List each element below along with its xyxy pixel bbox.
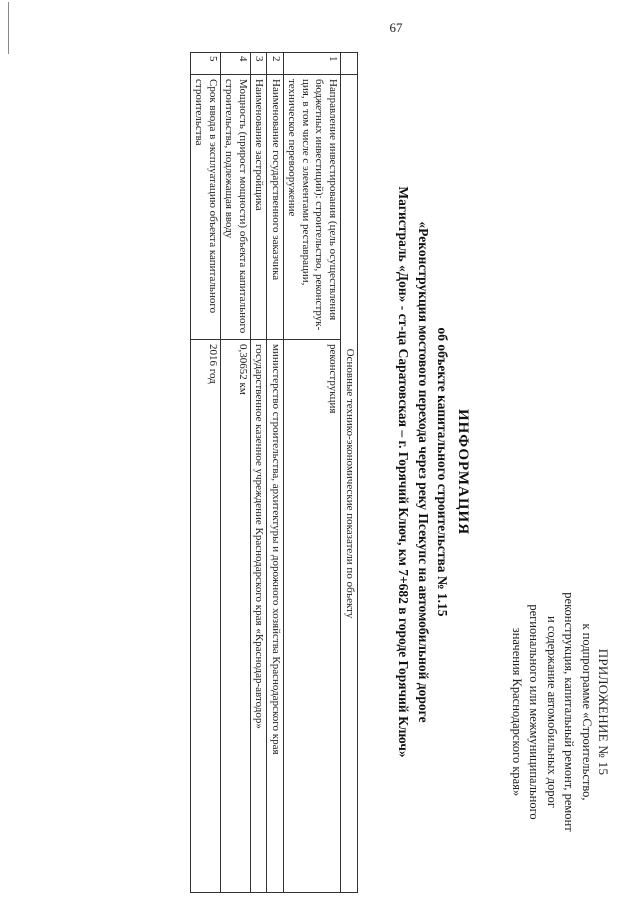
table-row <box>251 53 268 893</box>
row-number: 5 <box>191 53 221 75</box>
heading-title: ИНФОРМАЦИЯ <box>455 408 471 536</box>
table-header-row <box>341 53 358 893</box>
appendix-line: и содержание автомобильных дорог <box>544 616 559 808</box>
heading-line: Магистраль «Дон» - ст-ца Саратовская – г. Горячий Ключ, км 7+682 в городе Горячий Ключ» <box>396 186 412 758</box>
row-value: государственное казенное учреждение Краснодарского края «Краснодар-автодор» <box>251 340 268 893</box>
row-number: 2 <box>267 53 284 75</box>
appendix-line: к подпрограмме «Строительство, <box>579 623 594 801</box>
appendix-line: значения Краснодарского края» <box>509 627 524 797</box>
appendix-block <box>508 552 612 872</box>
table-row <box>191 53 221 893</box>
row-label: Наименование застройщика <box>251 75 268 340</box>
row-value: 2016 год <box>191 340 221 893</box>
appendix-title: ПРИЛОЖЕНИЕ № 15 <box>596 648 611 776</box>
table-cell <box>341 53 358 75</box>
row-label: Наименование государственного заказчика <box>267 75 284 340</box>
row-value: министерство строительства, архитектуры и дорожного хозяйства Краснодарского края <box>267 340 284 893</box>
heading-line: «Реконструкция мостового перехода через реку Псекупс на автомобильной дороге <box>416 221 431 723</box>
appendix-line: реконструкция, капитальный ремонт, ремонт <box>562 592 577 832</box>
row-number: 4 <box>221 53 251 75</box>
indicators-table <box>190 52 358 893</box>
row-label: Срок ввода в эксплуатацию объекта капитального строительства <box>191 75 221 340</box>
row-value: 0,30652 км <box>221 340 251 893</box>
page-number: 67 <box>389 20 403 35</box>
scan-margin-line <box>8 2 9 54</box>
row-number: 3 <box>251 53 268 75</box>
table-header: Основные технико-экономические показатели по объекту <box>341 75 358 893</box>
document-heading <box>394 92 472 852</box>
row-value: реконструкция <box>284 340 341 893</box>
table-row <box>284 53 341 893</box>
row-label: Мощность (прирост мощности) объекта капитального строительства, подлежащая вводу <box>221 75 251 340</box>
table-row <box>221 53 251 893</box>
row-number: 1 <box>284 53 341 75</box>
row-label: Направление инвестирования (цель осуществления бюджетных инвестиций): строительство, реконструк-ция, в том числе с элементами реставрации, техническое перевооружение <box>284 75 341 340</box>
appendix-line: регионального или межмуниципального <box>527 604 542 820</box>
heading-line: об объекте капитального строительства № 1.15 <box>435 327 451 617</box>
table-row <box>267 53 284 893</box>
rotated-page-content <box>40 52 640 892</box>
